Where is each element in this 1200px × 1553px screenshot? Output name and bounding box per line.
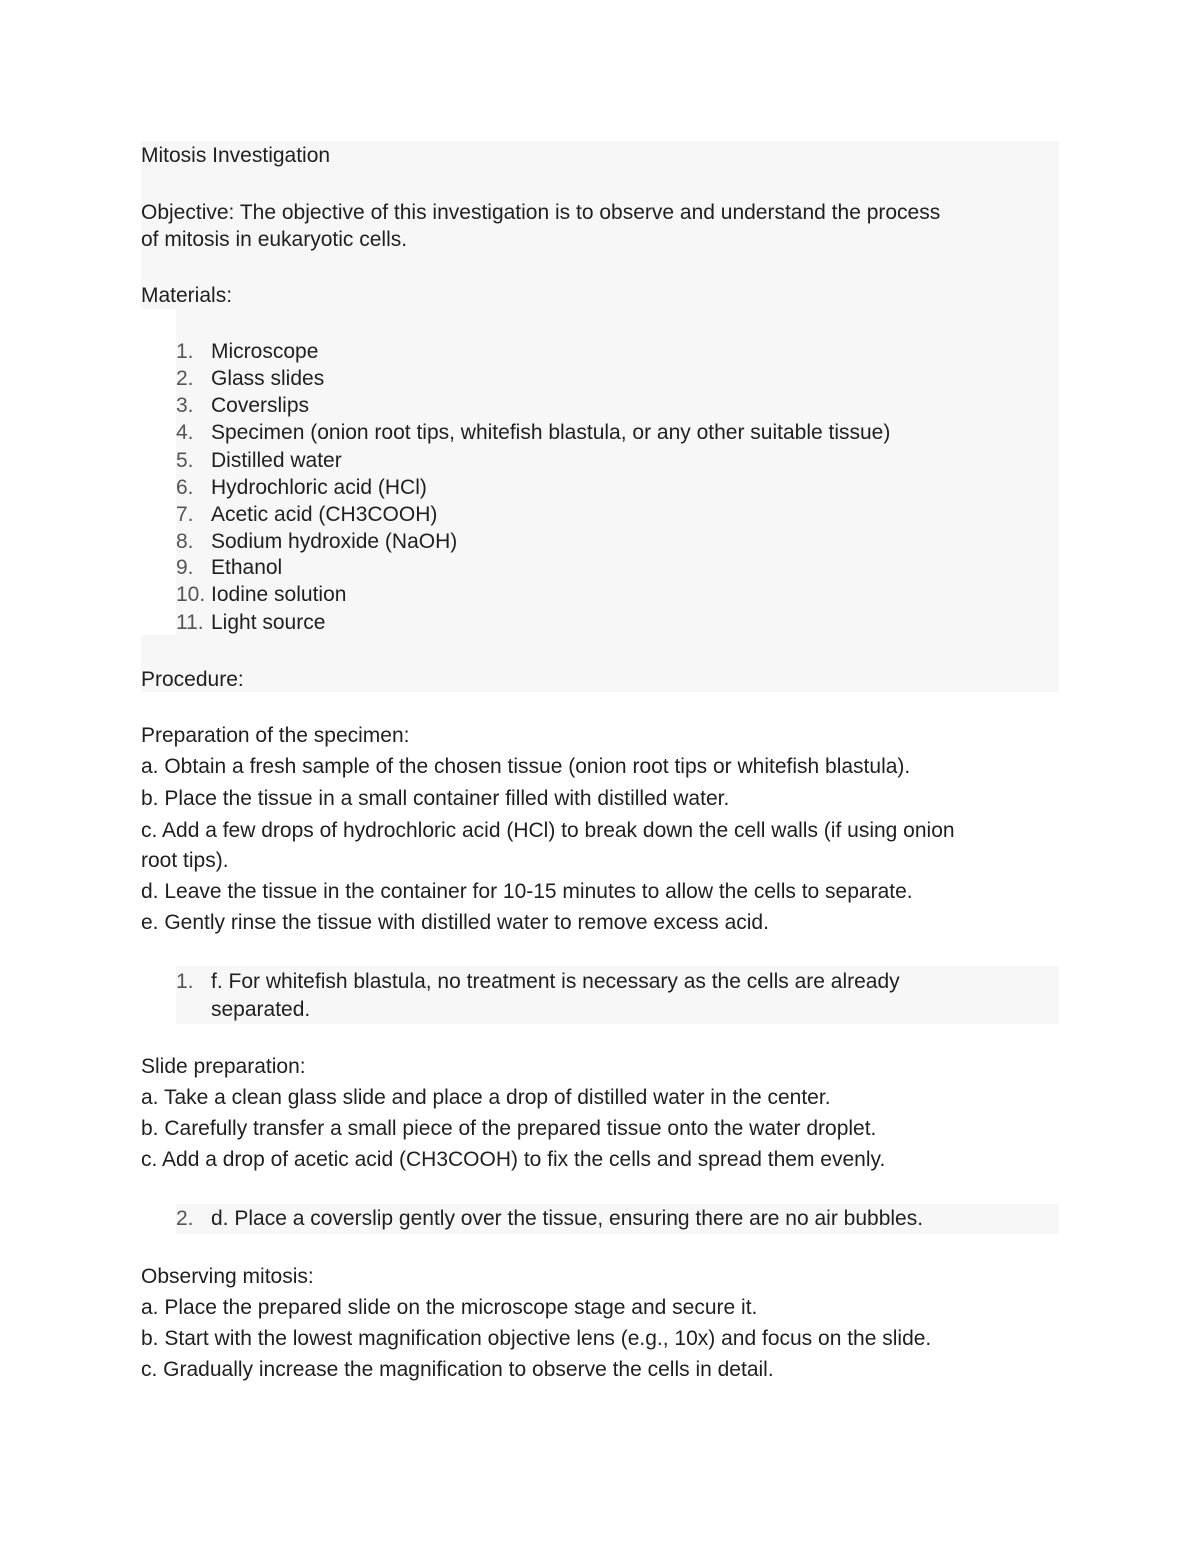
specimen-step: b. Place the tissue in a small container filled with distilled water. <box>141 787 730 810</box>
list-item: Iodine solution <box>211 583 347 606</box>
list-item: Light source <box>211 611 326 634</box>
list-item: Sodium hydroxide (NaOH) <box>211 530 458 553</box>
observe-heading: Observing mitosis: <box>141 1265 314 1288</box>
note-number: 2. <box>176 1207 194 1230</box>
list-item-number: 7. <box>176 503 194 526</box>
list-item: Distilled water <box>211 449 342 472</box>
list-item-number: 3. <box>176 394 194 417</box>
specimen-note-line-2: separated. <box>211 998 311 1021</box>
list-item-number: 10. <box>176 583 206 606</box>
shaded-block-procedure <box>141 635 1059 692</box>
observe-step: c. Gradually increase the magnification to observe the cells in detail. <box>141 1358 774 1381</box>
slide-step: c. Add a drop of acetic acid (CH3COOH) to fix the cells and spread them evenly. <box>141 1148 886 1171</box>
materials-heading: Materials: <box>141 284 233 307</box>
list-item-number: 1. <box>176 340 194 363</box>
observe-step: b. Start with the lowest magnification objective lens (e.g., 10x) and focus on the slide. <box>141 1327 932 1350</box>
specimen-step: d. Leave the tissue in the container for 10-15 minutes to allow the cells to separate. <box>141 880 913 903</box>
list-item-number: 5. <box>176 449 194 472</box>
note-number: 1. <box>176 970 194 993</box>
list-item-number: 8. <box>176 530 194 553</box>
objective-line-2: of mitosis in eukaryotic cells. <box>141 228 408 251</box>
list-item-number: 9. <box>176 556 194 579</box>
slide-note: d. Place a coverslip gently over the tissue, ensuring there are no air bubbles. <box>211 1207 924 1230</box>
specimen-step: a. Obtain a fresh sample of the chosen tissue (onion root tips or whitefish blastula). <box>141 755 911 778</box>
specimen-step: e. Gently rinse the tissue with distilled water to remove excess acid. <box>141 911 769 934</box>
specimen-step: c. Add a few drops of hydrochloric acid (HCl) to break down the cell walls (if using onion <box>141 819 955 842</box>
slide-step: b. Carefully transfer a small piece of the prepared tissue onto the water droplet. <box>141 1117 877 1140</box>
procedure-heading: Procedure: <box>141 668 244 691</box>
list-item-number: 11. <box>176 611 204 634</box>
slide-heading: Slide preparation: <box>141 1055 306 1078</box>
list-item-number: 6. <box>176 476 194 499</box>
list-item: Glass slides <box>211 367 325 390</box>
specimen-note-line-1: f. For whitefish blastula, no treatment is necessary as the cells are already <box>211 970 900 993</box>
list-item: Acetic acid (CH3COOH) <box>211 503 438 526</box>
list-item: Hydrochloric acid (HCl) <box>211 476 427 499</box>
specimen-step: root tips). <box>141 849 229 872</box>
observe-step: a. Place the prepared slide on the microscope stage and secure it. <box>141 1296 758 1319</box>
objective-line-1: Objective: The objective of this investigation is to observe and understand the process <box>141 201 941 224</box>
specimen-heading: Preparation of the specimen: <box>141 724 410 747</box>
list-item: Microscope <box>211 340 319 363</box>
list-item: Coverslips <box>211 394 310 417</box>
list-item: Ethanol <box>211 556 283 579</box>
list-item-number: 2. <box>176 367 194 390</box>
list-item-number: 4. <box>176 421 194 444</box>
slide-step: a. Take a clean glass slide and place a drop of distilled water in the center. <box>141 1086 831 1109</box>
list-item: Specimen (onion root tips, whitefish blastula, or any other suitable tissue) <box>211 421 891 444</box>
document-title: Mitosis Investigation <box>141 144 331 167</box>
